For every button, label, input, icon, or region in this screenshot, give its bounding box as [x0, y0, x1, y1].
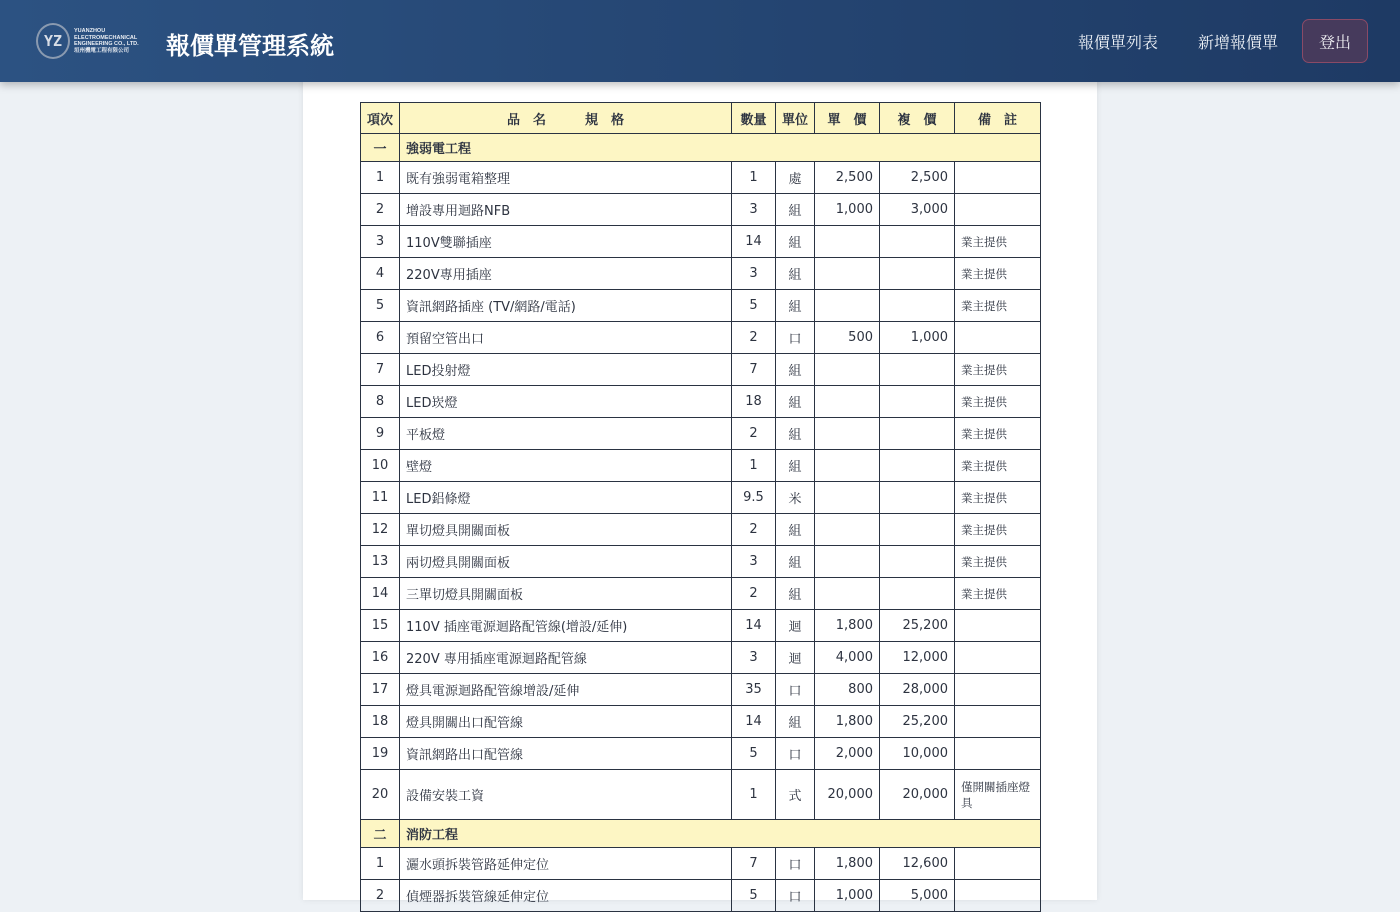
remark: 業主提供	[955, 546, 1041, 578]
total-price: 2,500	[880, 162, 955, 194]
table-row	[361, 706, 1041, 738]
column-header: 複 價	[880, 103, 955, 134]
remark	[955, 610, 1041, 642]
nav-new-quote[interactable]: 新增報價單	[1198, 33, 1279, 52]
unit: 組	[776, 706, 815, 738]
item-no: 2	[361, 880, 400, 912]
item-no: 9	[361, 418, 400, 450]
unit: 口	[776, 738, 815, 770]
item-name: 兩切燈具開關面板	[400, 546, 732, 578]
unit: 口	[776, 674, 815, 706]
item-name: 偵煙器拆裝管線延伸定位	[400, 880, 732, 912]
unit-price: 2,500	[815, 162, 880, 194]
unit: 口	[776, 322, 815, 354]
unit-price	[815, 226, 880, 258]
item-name: 資訊網路出口配管線	[400, 738, 732, 770]
table-row	[361, 386, 1041, 418]
column-header: 數量	[732, 103, 776, 134]
unit-price	[815, 386, 880, 418]
unit-price	[815, 450, 880, 482]
unit-price	[815, 258, 880, 290]
table-header-row	[361, 103, 1041, 134]
item-name: 壁燈	[400, 450, 732, 482]
item-name: 220V 專用插座電源迴路配管線	[400, 642, 732, 674]
item-no: 3	[361, 226, 400, 258]
table-row	[361, 848, 1041, 880]
unit: 口	[776, 848, 815, 880]
item-name: LED崁燈	[400, 386, 732, 418]
item-name: 資訊網路插座 (TV/網路/電話)	[400, 290, 732, 322]
unit: 組	[776, 514, 815, 546]
item-no: 18	[361, 706, 400, 738]
item-name: 220V專用插座	[400, 258, 732, 290]
table-row	[361, 514, 1041, 546]
quantity: 1	[732, 162, 776, 194]
table-row	[361, 418, 1041, 450]
quantity: 18	[732, 386, 776, 418]
item-name: 增設專用迴路NFB	[400, 194, 732, 226]
table-row	[361, 450, 1041, 482]
item-name: 燈具電源迴路配管線增設/延伸	[400, 674, 732, 706]
remark: 僅開關插座燈具	[955, 770, 1041, 820]
total-price: 25,200	[880, 610, 955, 642]
unit: 組	[776, 226, 815, 258]
app-header	[0, 0, 1400, 82]
remark: 業主提供	[955, 386, 1041, 418]
unit: 米	[776, 482, 815, 514]
remark: 業主提供	[955, 354, 1041, 386]
item-name: LED投射燈	[400, 354, 732, 386]
total-price	[880, 290, 955, 322]
remark	[955, 194, 1041, 226]
item-name: 單切燈具開關面板	[400, 514, 732, 546]
section-row	[361, 134, 1041, 162]
logo-line: ELECTROMECHANICAL	[74, 34, 138, 41]
item-name: 既有強弱電箱整理	[400, 162, 732, 194]
item-name: 110V雙聯插座	[400, 226, 732, 258]
unit-price: 500	[815, 322, 880, 354]
unit: 組	[776, 386, 815, 418]
total-price	[880, 354, 955, 386]
unit: 組	[776, 258, 815, 290]
section-number: 一	[361, 134, 400, 162]
remark	[955, 848, 1041, 880]
remark	[955, 674, 1041, 706]
unit-price: 1,800	[815, 610, 880, 642]
item-no: 20	[361, 770, 400, 820]
logo-line: YUANZHOU	[74, 28, 106, 34]
total-price	[880, 482, 955, 514]
item-no: 7	[361, 354, 400, 386]
item-no: 12	[361, 514, 400, 546]
quantity: 1	[732, 770, 776, 820]
remark: 業主提供	[955, 450, 1041, 482]
total-price	[880, 450, 955, 482]
unit-price: 1,000	[815, 194, 880, 226]
table-row	[361, 642, 1041, 674]
unit: 組	[776, 354, 815, 386]
unit-price	[815, 578, 880, 610]
item-no: 1	[361, 848, 400, 880]
table-row	[361, 610, 1041, 642]
remark: 業主提供	[955, 290, 1041, 322]
section-name: 消防工程	[400, 820, 1041, 848]
table-row	[361, 482, 1041, 514]
unit: 組	[776, 450, 815, 482]
unit: 組	[776, 578, 815, 610]
item-name: 設備安裝工資	[400, 770, 732, 820]
quote-table	[360, 102, 1041, 912]
remark: 業主提供	[955, 482, 1041, 514]
quantity: 5	[732, 290, 776, 322]
quantity: 9.5	[732, 482, 776, 514]
total-price: 10,000	[880, 738, 955, 770]
remark: 業主提供	[955, 418, 1041, 450]
total-price	[880, 226, 955, 258]
total-price: 12,000	[880, 642, 955, 674]
unit-price: 4,000	[815, 642, 880, 674]
remark: 業主提供	[955, 578, 1041, 610]
total-price: 20,000	[880, 770, 955, 820]
item-no: 13	[361, 546, 400, 578]
table-row	[361, 194, 1041, 226]
table-row	[361, 546, 1041, 578]
unit-price	[815, 482, 880, 514]
column-header: 備 註	[955, 103, 1041, 134]
item-no: 8	[361, 386, 400, 418]
unit: 式	[776, 770, 815, 820]
remark	[955, 706, 1041, 738]
unit-price: 2,000	[815, 738, 880, 770]
quantity: 14	[732, 706, 776, 738]
unit-price	[815, 514, 880, 546]
item-no: 10	[361, 450, 400, 482]
column-header: 品 名 規 格	[400, 103, 732, 134]
total-price: 1,000	[880, 322, 955, 354]
remark	[955, 880, 1041, 912]
table-row	[361, 322, 1041, 354]
app-title: 報價單管理系統	[166, 32, 334, 60]
logout-button[interactable]: 登出	[1302, 19, 1368, 63]
item-name: 三單切燈具開關面板	[400, 578, 732, 610]
column-header: 單 價	[815, 103, 880, 134]
logo-mark-icon: YZ	[36, 23, 70, 59]
quantity: 5	[732, 738, 776, 770]
unit-price	[815, 354, 880, 386]
quantity: 1	[732, 450, 776, 482]
item-name: 燈具開關出口配管線	[400, 706, 732, 738]
quantity: 3	[732, 546, 776, 578]
logo-line: ENGINEERING CO., LTD.	[74, 41, 139, 47]
unit-price: 1,800	[815, 706, 880, 738]
unit-price	[815, 290, 880, 322]
table-row	[361, 770, 1041, 820]
total-price	[880, 514, 955, 546]
unit-price: 1,800	[815, 848, 880, 880]
table-row	[361, 738, 1041, 770]
total-price: 25,200	[880, 706, 955, 738]
item-name: 平板燈	[400, 418, 732, 450]
unit: 組	[776, 546, 815, 578]
logo-line: 垣州機電工程有限公司	[74, 47, 130, 54]
total-price: 3,000	[880, 194, 955, 226]
table-row	[361, 290, 1041, 322]
table-row	[361, 578, 1041, 610]
quantity: 5	[732, 880, 776, 912]
quantity: 2	[732, 514, 776, 546]
quantity: 7	[732, 354, 776, 386]
logo-text	[74, 28, 139, 54]
unit-price	[815, 546, 880, 578]
table-row	[361, 258, 1041, 290]
unit-price: 20,000	[815, 770, 880, 820]
unit-price	[815, 418, 880, 450]
item-no: 4	[361, 258, 400, 290]
total-price	[880, 418, 955, 450]
total-price: 5,000	[880, 880, 955, 912]
unit-price: 1,000	[815, 880, 880, 912]
nav-quote-list[interactable]: 報價單列表	[1078, 33, 1159, 52]
quantity: 2	[732, 418, 776, 450]
section-row	[361, 820, 1041, 848]
total-price	[880, 386, 955, 418]
remark: 業主提供	[955, 226, 1041, 258]
table-row	[361, 162, 1041, 194]
column-header: 項次	[361, 103, 400, 134]
quantity: 7	[732, 848, 776, 880]
quantity: 14	[732, 610, 776, 642]
total-price	[880, 578, 955, 610]
item-no: 16	[361, 642, 400, 674]
item-name: LED鋁條燈	[400, 482, 732, 514]
item-name: 110V 插座電源迴路配管線(增設/延伸)	[400, 610, 732, 642]
total-price	[880, 258, 955, 290]
remark	[955, 162, 1041, 194]
item-no: 5	[361, 290, 400, 322]
table-row	[361, 354, 1041, 386]
total-price: 12,600	[880, 848, 955, 880]
item-no: 2	[361, 194, 400, 226]
total-price: 28,000	[880, 674, 955, 706]
unit: 處	[776, 162, 815, 194]
item-no: 11	[361, 482, 400, 514]
item-no: 6	[361, 322, 400, 354]
remark: 業主提供	[955, 514, 1041, 546]
table-row	[361, 226, 1041, 258]
item-no: 14	[361, 578, 400, 610]
item-no: 19	[361, 738, 400, 770]
column-header: 單位	[776, 103, 815, 134]
quantity: 2	[732, 322, 776, 354]
item-name: 預留空管出口	[400, 322, 732, 354]
item-no: 1	[361, 162, 400, 194]
quantity: 3	[732, 258, 776, 290]
remark: 業主提供	[955, 258, 1041, 290]
quantity: 2	[732, 578, 776, 610]
company-logo[interactable]	[36, 22, 146, 60]
quantity: 14	[732, 226, 776, 258]
unit: 組	[776, 418, 815, 450]
remark	[955, 642, 1041, 674]
quantity: 35	[732, 674, 776, 706]
unit-price: 800	[815, 674, 880, 706]
unit: 組	[776, 194, 815, 226]
quantity: 3	[732, 194, 776, 226]
item-no: 17	[361, 674, 400, 706]
remark	[955, 322, 1041, 354]
item-no: 15	[361, 610, 400, 642]
section-number: 二	[361, 820, 400, 848]
unit: 口	[776, 880, 815, 912]
total-price	[880, 546, 955, 578]
section-name: 強弱電工程	[400, 134, 1041, 162]
unit: 迴	[776, 610, 815, 642]
table-row	[361, 674, 1041, 706]
remark	[955, 738, 1041, 770]
unit: 組	[776, 290, 815, 322]
table-row	[361, 880, 1041, 912]
item-name: 灑水頭拆裝管路延伸定位	[400, 848, 732, 880]
unit: 迴	[776, 642, 815, 674]
quantity: 3	[732, 642, 776, 674]
